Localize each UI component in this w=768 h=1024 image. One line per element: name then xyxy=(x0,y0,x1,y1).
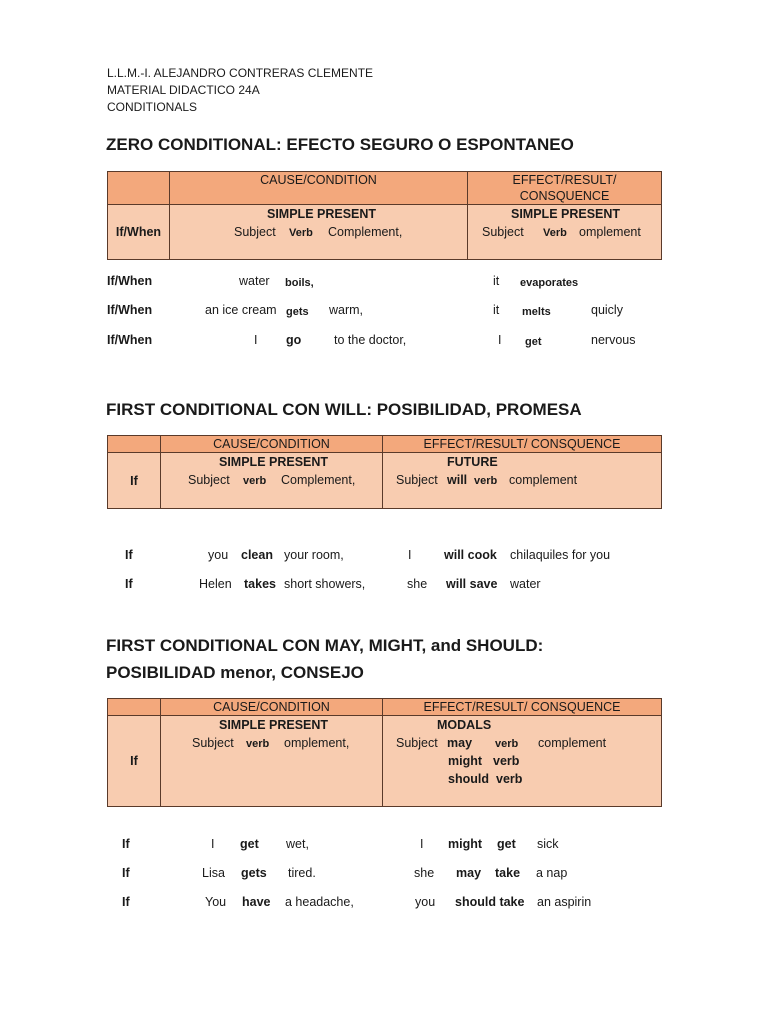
cause-verb: verb xyxy=(243,475,267,487)
first-conditional-modals-table xyxy=(107,698,662,807)
example-subject-2: she xyxy=(407,577,428,591)
example-subject: Lisa xyxy=(202,866,225,880)
material-line: MATERIAL DIDACTICO 24A xyxy=(107,83,260,97)
example-subject-2: I xyxy=(498,333,502,347)
example-verb: gets xyxy=(241,866,267,880)
example-modal: may xyxy=(456,866,482,880)
example-verb: go xyxy=(286,333,302,347)
example-complement-2: water xyxy=(510,577,541,591)
effect-complement: omplement xyxy=(579,225,641,239)
effect-subject: Subject xyxy=(482,225,524,239)
lead-cell: If/When xyxy=(108,205,170,260)
author-line: L.L.M.-I. ALEJANDRO CONTRERAS CLEMENTE xyxy=(107,66,374,80)
modal-might: might xyxy=(448,754,483,768)
example-subject: Helen xyxy=(199,577,232,591)
example-subject-2: I xyxy=(408,548,412,562)
example-subject: water xyxy=(239,274,270,288)
topic-line: CONDITIONALS xyxy=(107,100,198,114)
example-subject: I xyxy=(254,333,258,347)
example-complement: a headache, xyxy=(285,895,354,909)
effect-header: EFFECT/RESULT/ CONSQUENCE xyxy=(468,172,662,205)
example-verb: have xyxy=(242,895,271,909)
example-complement: wet, xyxy=(286,837,309,851)
example-complement: your room, xyxy=(284,548,344,562)
cause-complement: omplement, xyxy=(284,736,350,750)
effect-tense: FUTURE xyxy=(447,455,498,469)
effect-subject: Subject xyxy=(396,736,438,750)
example-verb-2: evaporates xyxy=(520,277,579,289)
effect-complement: complement xyxy=(509,473,578,487)
example-subject-2: it xyxy=(493,274,500,288)
effect-header: EFFECT/RESULT/ CONSQUENCE xyxy=(383,436,662,453)
example-verb: gets xyxy=(286,306,309,318)
effect-tense: MODALS xyxy=(437,718,492,732)
example-verb: get xyxy=(240,837,259,851)
example-lead: If/When xyxy=(107,333,153,347)
example-complement-2: nervous xyxy=(591,333,636,347)
effect-header: EFFECT/RESULT/ CONSQUENCE xyxy=(383,699,662,716)
cause-verb: verb xyxy=(246,738,270,750)
cause-subject: Subject xyxy=(234,225,276,239)
example-verb-2: take xyxy=(495,866,521,880)
example-verb-2: get xyxy=(525,336,542,348)
example-verb: boils, xyxy=(285,277,314,289)
example-subject-2: she xyxy=(414,866,435,880)
example-complement: short showers, xyxy=(284,577,366,591)
example-complement: to the doctor, xyxy=(334,333,407,347)
cause-subject: Subject xyxy=(192,736,234,750)
example-lead: If xyxy=(122,895,130,909)
cause-tense: SIMPLE PRESENT xyxy=(267,207,377,221)
example-subject-2: it xyxy=(493,303,500,317)
effect-subject: Subject xyxy=(396,473,438,487)
first-conditional-will-title: FIRST CONDITIONAL CON WILL: POSIBILIDAD, PROMESA xyxy=(106,400,582,419)
lead-cell: If xyxy=(108,453,161,509)
example-lead: If xyxy=(125,577,133,591)
cause-tense: SIMPLE PRESENT xyxy=(219,455,329,469)
modal-may: may xyxy=(447,736,473,750)
modal-should-verb: verb xyxy=(496,772,523,786)
example-complement-2: quicly xyxy=(591,303,623,317)
cause-header: CAUSE/CONDITION xyxy=(161,699,383,716)
example-complement-2: sick xyxy=(537,837,559,851)
example-complement: tired. xyxy=(288,866,316,880)
header-empty-cell xyxy=(108,436,161,453)
first-conditional-will-table xyxy=(107,435,662,509)
first-conditional-modals-title-line-1: FIRST CONDITIONAL CON MAY, MIGHT, and SHOULD: xyxy=(106,636,544,655)
example-verb: clean xyxy=(241,548,273,562)
example-subject: You xyxy=(205,895,227,909)
zero-conditional-table xyxy=(107,171,662,260)
cause-header: CAUSE/CONDITION xyxy=(161,436,383,453)
effect-will: will xyxy=(447,473,468,487)
cause-complement: Complement, xyxy=(328,225,403,239)
effect-cell xyxy=(468,205,662,260)
cause-verb: Verb xyxy=(289,227,313,239)
example-complement: warm, xyxy=(329,303,364,317)
effect-cell xyxy=(383,716,662,807)
first-conditional-modals-title-line-2: POSIBILIDAD menor, CONSEJO xyxy=(106,663,364,682)
effect-cell xyxy=(383,453,662,509)
cause-subject: Subject xyxy=(188,473,230,487)
example-complement-2: chilaquiles for you xyxy=(510,548,611,562)
example-lead: If xyxy=(122,837,130,851)
header-empty-cell xyxy=(108,172,170,205)
effect-verb: Verb xyxy=(543,227,567,239)
modal-may-verb: verb xyxy=(495,738,519,750)
example-modal: should take xyxy=(455,895,525,909)
cause-cell xyxy=(161,453,383,509)
effect-complement: complement xyxy=(538,736,607,750)
example-lead: If xyxy=(122,866,130,880)
cause-complement: Complement, xyxy=(281,473,356,487)
example-subject: an ice cream xyxy=(205,303,277,317)
modal-might-verb: verb xyxy=(493,754,520,768)
lead-cell: If xyxy=(108,716,161,807)
cause-cell xyxy=(170,205,468,260)
example-subject-2: you xyxy=(415,895,436,909)
example-verb-2: will save xyxy=(446,577,498,591)
example-subject-2: I xyxy=(420,837,424,851)
cause-tense: SIMPLE PRESENT xyxy=(219,718,329,732)
cause-header: CAUSE/CONDITION xyxy=(170,172,468,205)
example-complement-2: a nap xyxy=(536,866,568,880)
effect-tense: SIMPLE PRESENT xyxy=(511,207,621,221)
example-verb-2: will cook xyxy=(444,548,497,562)
example-modal: might xyxy=(448,837,483,851)
cause-cell xyxy=(161,716,383,807)
example-verb-2: melts xyxy=(522,306,551,318)
example-lead: If xyxy=(125,548,133,562)
example-verb-2: get xyxy=(497,837,516,851)
header-empty-cell xyxy=(108,699,161,716)
modal-should: should xyxy=(448,772,489,786)
effect-verb: verb xyxy=(474,475,498,487)
example-subject: I xyxy=(211,837,215,851)
example-lead: If/When xyxy=(107,303,153,317)
example-lead: If/When xyxy=(107,274,153,288)
zero-conditional-title: ZERO CONDITIONAL: EFECTO SEGURO O ESPONTANEO xyxy=(106,135,574,154)
example-verb: takes xyxy=(244,577,276,591)
example-subject: you xyxy=(208,548,229,562)
example-complement-2: an aspirin xyxy=(537,895,592,909)
